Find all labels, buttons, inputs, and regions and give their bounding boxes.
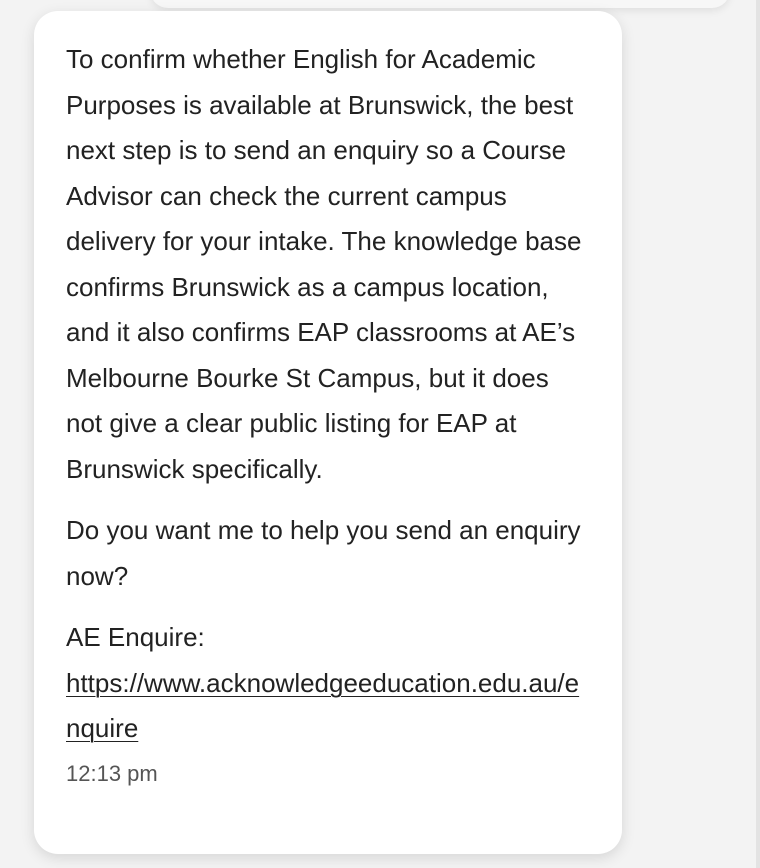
previous-message-edge [150, 0, 730, 8]
message-timestamp: 12:13 pm [66, 760, 158, 786]
assistant-message-bubble [34, 11, 622, 854]
enquire-paragraph [66, 615, 590, 752]
message-paragraph-2: Do you want me to help you send an enquiry now? [66, 515, 581, 591]
message-paragraph-1: To confirm whether English for Academic Purposes is available at Brunswick, the best next step is to send an enquiry so a Course Advisor can check the current campus delivery for your intake. The knowledge base confirms Brunswick as a campus location, and it also confirms EAP classrooms at AE’s Melbourne Bourke St Campus, but it does not give a clear public listing for EAP at Brunswick specifically. [66, 44, 582, 484]
scrollbar-track[interactable] [756, 0, 760, 868]
enquire-link[interactable]: https://www.acknowledgeeducation.edu.au/enquire [66, 667, 580, 743]
enquire-label: AE Enquire: [66, 622, 205, 652]
